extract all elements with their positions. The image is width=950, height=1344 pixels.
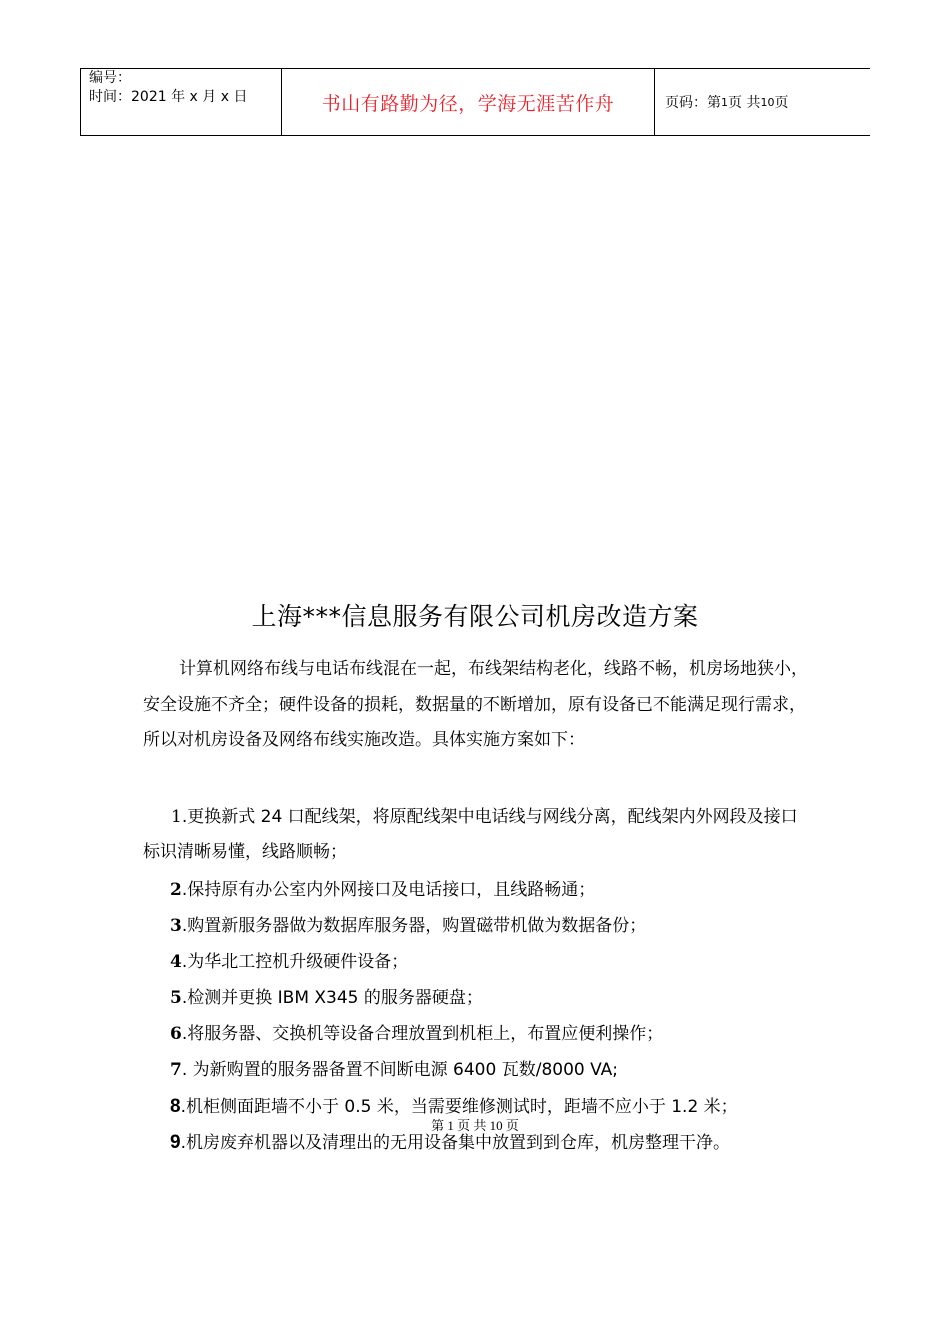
page-current: 1 [721, 95, 728, 109]
list-item [170, 981, 483, 1016]
item-text: .检测并更换 IBM X345 的服务器硬盘； [181, 988, 483, 1008]
code-label: 编号： [89, 70, 131, 86]
header-meta-cell [81, 69, 282, 135]
item-number: 6 [170, 1024, 182, 1044]
header-motto-cell [282, 69, 655, 135]
list-item [170, 873, 595, 908]
item-text: .保持原有办公室内外网接口及电话接口，且线路畅通； [181, 880, 596, 900]
item-number: 2 [170, 880, 182, 900]
list-item [143, 800, 808, 870]
header-page-cell [655, 69, 870, 135]
item-text: .将服务器、交换机等设备合理放置到机柜上，布置应便利操作； [181, 1024, 664, 1044]
list-item [170, 1017, 663, 1052]
time-label: 时间：2021 年 x 月 x 日 [89, 89, 248, 105]
motto-text: 书山有路勤为径，学海无涯苦作舟 [321, 92, 615, 115]
intro-paragraph: 计算机网络布线与电话布线混在一起，布线架结构老化，线路不畅，机房场地狭小，安全设施不齐全；硬件设备的损耗，数据量的不断增加，原有设备已不能满足现行需求，所以对机房设备及网络布线实施改造。具体实施方案如下： [143, 659, 808, 750]
item-text: .机房废弃机器以及清理出的无用设备集中放置到到仓库，机房整理干净。 [180, 1133, 730, 1153]
page-footer: 第 1 页 共 10 页 [431, 1118, 519, 1133]
item-number: 9 [170, 1132, 181, 1153]
page-total: 10 [760, 95, 775, 109]
page-mid: 页 共 [728, 95, 761, 111]
list-item [170, 909, 646, 944]
item-text: .购置新服务器做为数据库服务器，购置磁带机做为数据备份； [181, 916, 647, 936]
item-text: .机柜侧面距墙不小于 0.5 米，当需要维修测试时，距墙不应小于 1.2 米； [180, 1097, 738, 1117]
item-number: 7 [170, 1060, 182, 1080]
item-number: 8 [170, 1096, 181, 1117]
list-item [170, 945, 408, 980]
page-suffix: 页 [774, 95, 789, 111]
item-number: 5 [170, 988, 182, 1008]
header-table [80, 68, 870, 136]
list-item [170, 1053, 618, 1088]
item-text: . 为新购置的服务器备置不间断电源 6400 瓦数/8000 VA; [181, 1060, 619, 1080]
item-text: .为华北工控机升级硬件设备； [181, 952, 409, 972]
item-number: 1 [171, 807, 182, 827]
item-text: .更换新式 24 口配线架，将原配线架中电话线与网线分离，配线架内外网段及接口标识清晰易懂，线路顺畅； [143, 807, 798, 862]
document-title: 上海***信息服务有限公司机房改造方案 [251, 602, 699, 631]
item-number: 4 [170, 952, 182, 972]
item-number: 3 [170, 916, 182, 936]
page-prefix: 页码：第 [665, 95, 721, 111]
